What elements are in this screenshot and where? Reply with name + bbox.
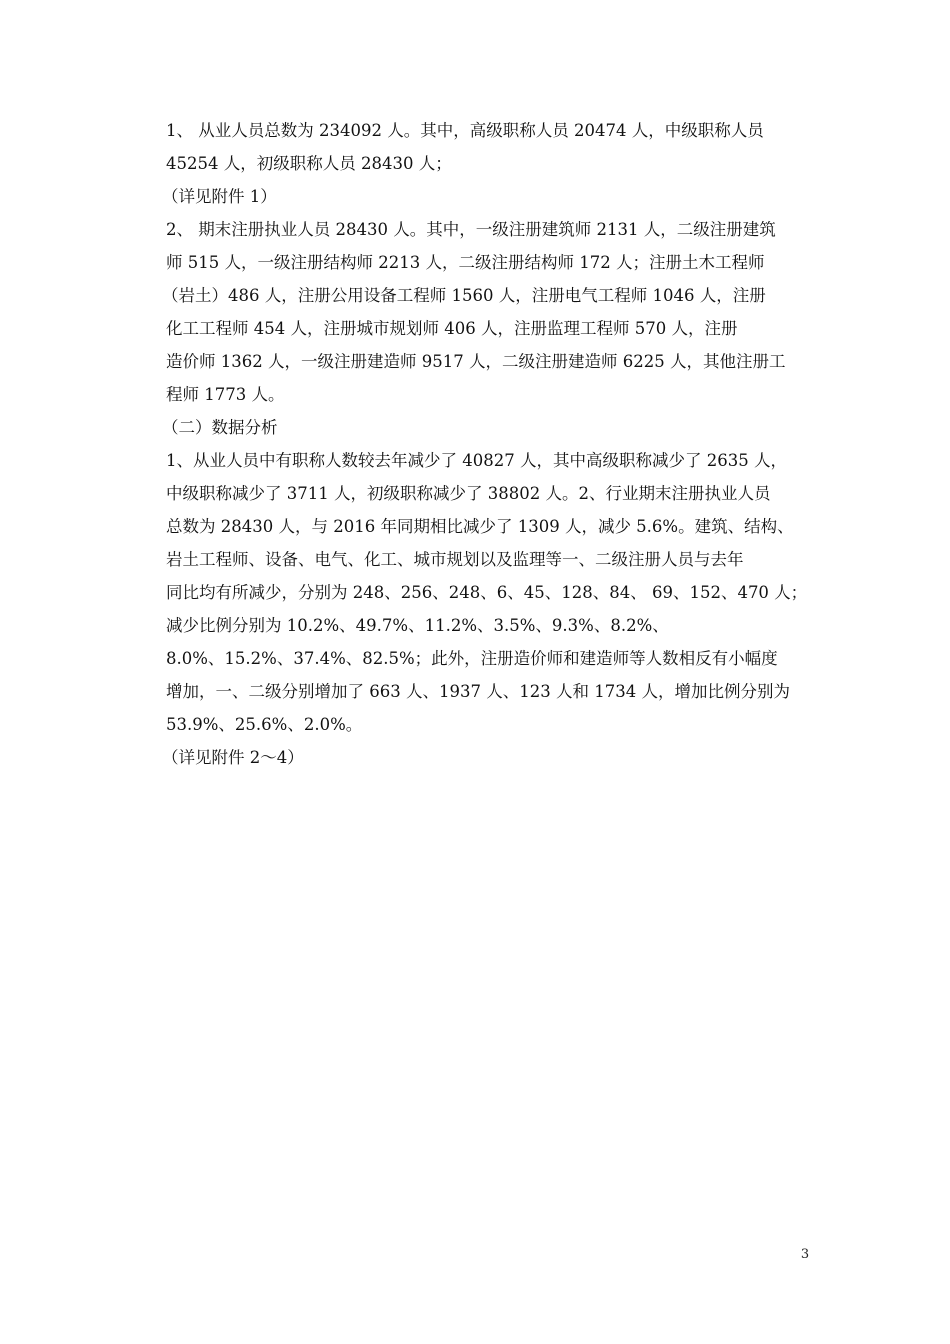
text-line: 中级职称减少了 3711 人，初级职称减少了 38802 人。2、行业期末注册执业人员 xyxy=(166,484,771,503)
text-line: 程师 1773 人。 xyxy=(166,385,285,404)
text-line: （详见附件 1） xyxy=(162,187,277,206)
text-line: 造价师 1362 人，一级注册建造师 9517 人，二级注册建造师 6225 人，其他注册工 xyxy=(166,352,786,371)
page-number: 3 xyxy=(800,1247,810,1262)
text-line: 减少比例分别为 10.2%、49.7%、11.2%、3.5%、9.3%、8.2%、 xyxy=(166,616,669,635)
text-line: 53.9%、25.6%、2.0%。 xyxy=(166,715,363,734)
text-line: （详见附件 2～4） xyxy=(162,748,304,767)
text-line: 同比均有所减少，分别为 248、256、248、6、45、128、84、 69、152、470 人； xyxy=(166,583,808,602)
text-line: 化工工程师 454 人，注册城市规划师 406 人，注册监理工程师 570 人，注册 xyxy=(166,319,738,338)
text-line: 8.0%、15.2%、37.4%、82.5%；此外，注册造价师和建造师等人数相反有小幅度 xyxy=(166,649,778,668)
text-line: 1、 从业人员总数为 234092 人。其中，高级职称人员 20474 人，中级职称人员 xyxy=(166,121,764,140)
text-line: 45254 人，初级职称人员 28430 人； xyxy=(166,154,452,173)
text-line: （岩土）486 人，注册公用设备工程师 1560 人，注册电气工程师 1046 人，注册 xyxy=(162,286,766,305)
body-text xyxy=(162,114,846,774)
section-heading: （二）数据分析 xyxy=(162,418,278,437)
text-line: 师 515 人，一级注册结构师 2213 人，二级注册结构师 172 人；注册土木工程师 xyxy=(166,253,765,272)
text-line: 2、 期末注册执业人员 28430 人。其中，一级注册建筑师 2131 人，二级注册建筑 xyxy=(166,220,776,239)
text-line: 增加，一、二级分别增加了 663 人、1937 人、123 人和 1734 人，增加比例分别为 xyxy=(166,682,790,701)
text-line: 1、从业人员中有职称人数较去年减少了 40827 人，其中高级职称减少了 2635 人， xyxy=(166,451,787,470)
text-line: 岩土工程师、设备、电气、化工、城市规划以及监理等一、二级注册人员与去年 xyxy=(166,550,744,569)
text-line: 总数为 28430 人，与 2016 年同期相比减少了 1309 人，减少 5.6%。建筑、结构、 xyxy=(166,517,794,536)
